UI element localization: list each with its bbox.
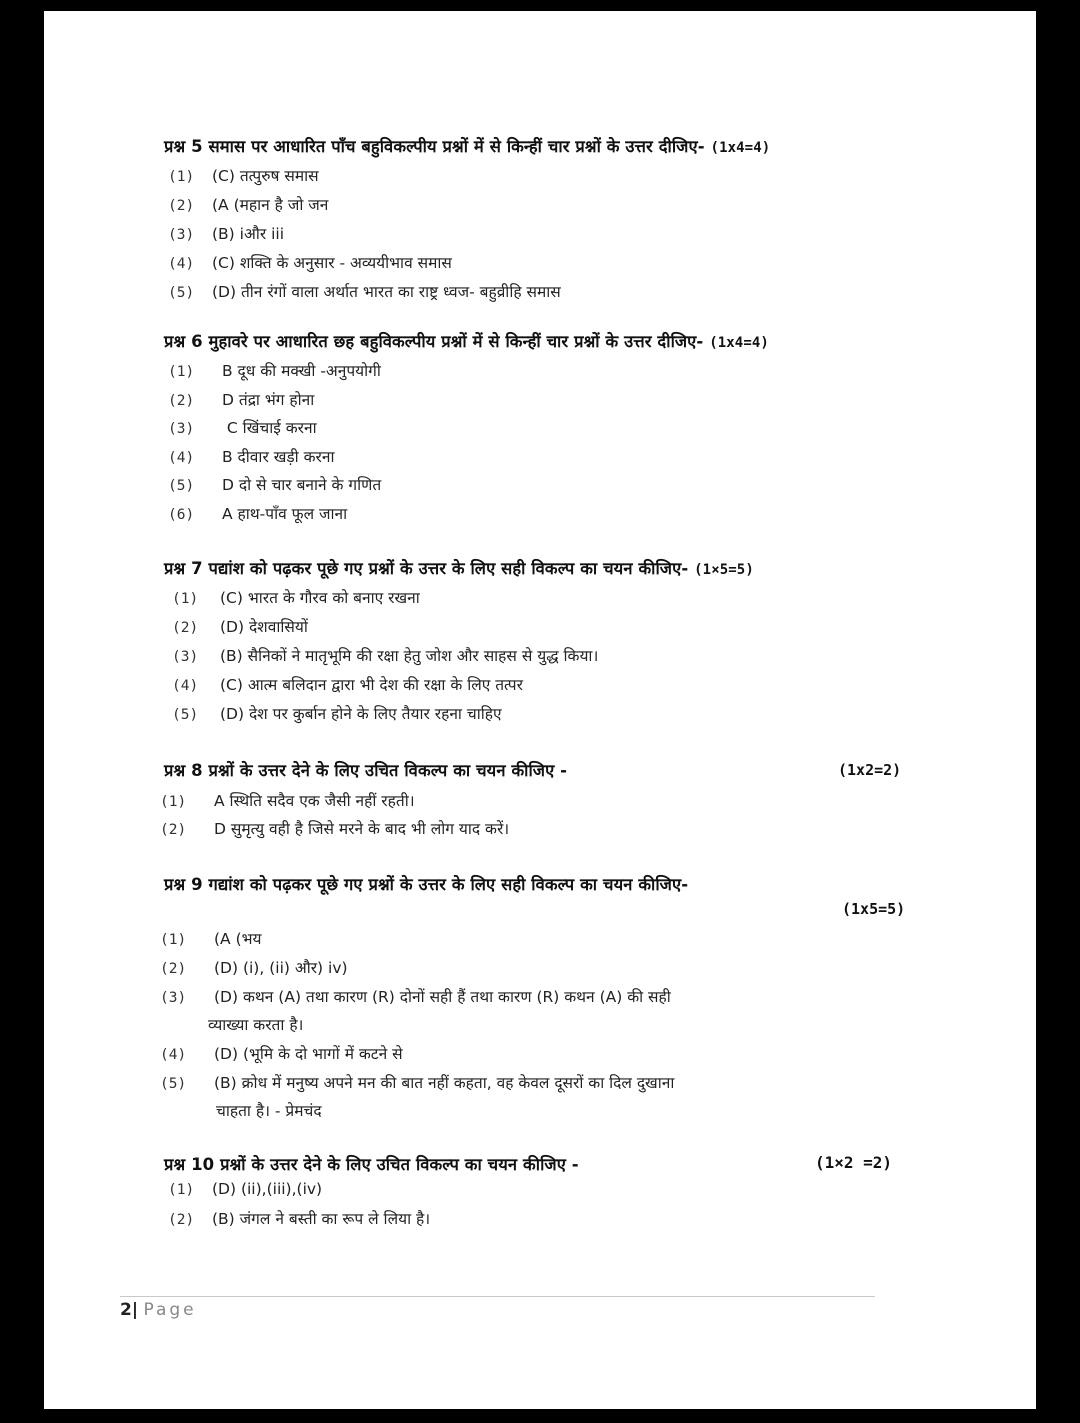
q7-answer-2: (2) (D) देशवासियों (172, 618, 308, 636)
q5-answer-1: (1) (C) तत्पुरुष समास (168, 167, 319, 185)
q9-answer-4: (4) (D) (भूमि के दो भागों में कटने से (160, 1045, 403, 1063)
question-7-text: प्रश्न 7 पद्यांश को पढ़कर पूछे गए प्रश्नों के उत्तर के लिए सही विकल्प का चयन कीजिए- (164, 559, 689, 578)
question-9-text: प्रश्न 9 गद्यांश को पढ़कर पूछे गए प्रश्नों के उत्तर के लिए सही विकल्प का चयन कीजिए- (164, 875, 689, 894)
q5-answer-3: (3) (B) iऔर iii (168, 225, 285, 243)
q9-answer-3-continuation: व्याख्या करता है। (208, 1016, 304, 1034)
question-9-heading (164, 872, 688, 895)
question-6-text: प्रश्न 6 मुहावरे पर आधारित छह बहुविकल्पीय प्रश्नों में से किन्हीं चार प्रश्नों के उत्तर दीजिए- (164, 332, 704, 351)
q6-answer-1: (1) B दूध की मक्खी -अनुपयोगी (168, 362, 381, 380)
question-9-marks: (1x5=5) (842, 900, 906, 918)
question-8-marks: (1x2=2) (838, 761, 902, 779)
q7-answer-5: (5) (D) देश पर कुर्बान होने के लिए तैयार रहना चाहिए (172, 705, 502, 723)
question-10-marks: (1×2 =2) (815, 1153, 893, 1172)
q6-answer-6: (6) A हाथ-पाँव फूल जाना (168, 505, 348, 523)
question-6-marks: (1x4=4) (709, 335, 769, 351)
q5-answer-5: (5) (D) तीन रंगों वाला अर्थात भारत का राष्ट्र ध्वज- बहुव्रीहि समास (168, 283, 561, 301)
q6-answer-2: (2) D तंद्रा भंग होना (168, 391, 315, 409)
q6-answer-5: (5) D दो से चार बनाने के गणित (168, 476, 382, 494)
q10-answer-2: (2) (B) जंगल ने बस्ती का रूप ले लिया है। (168, 1210, 431, 1228)
q10-answer-1: (1) (D) (ii),(iii),(iv) (168, 1180, 323, 1198)
q8-answer-2: (2) D सुमृत्यु वही है जिसे मरने के बाद भी लोग याद करें। (160, 820, 510, 838)
q9-answer-2: (2) (D) (i), (ii) और) iv) (160, 959, 348, 977)
q7-answer-4: (4) (C) आत्म बलिदान द्वारा भी देश की रक्षा के लिए तत्पर (172, 676, 523, 694)
question-6-heading (164, 329, 769, 352)
q9-answer-3: (3) (D) कथन (A) तथा कारण (R) दोनों सही हैं तथा कारण (R) कथन (A) की सही (160, 988, 671, 1006)
q7-answer-3: (3) (B) सैनिकों ने मातृभूमि की रक्षा हेतु जोश और साहस से युद्ध किया। (172, 647, 599, 665)
footer-separator: | (131, 1300, 139, 1320)
q9-answer-1: (1) (A (भय (160, 930, 262, 948)
page-footer (120, 1300, 197, 1320)
question-5-text: प्रश्न 5 समास पर आधारित पाँच बहुविकल्पीय प्रश्नों में से किन्हीं चार प्रश्नों के उत्तर दीजिए- (164, 137, 705, 156)
q5-answer-2: (2) (A (महान है जो जन (168, 196, 329, 214)
q7-answer-1: (1) (C) भारत के गौरव को बनाए रखना (172, 589, 420, 607)
question-10-heading (164, 1152, 579, 1175)
question-5-marks: (1x4=4) (710, 140, 771, 156)
page-number: 2 (120, 1300, 132, 1320)
page-label: Page (143, 1300, 197, 1320)
q6-answer-4: (4) B दीवार खड़ी करना (168, 448, 335, 466)
q5-answer-4: (4) (C) शक्ति के अनुसार - अव्ययीभाव समास (168, 254, 452, 272)
q9-answer-5: (5) (B) क्रोध में मनुष्य अपने मन की बात नहीं कहता, वह केवल दूसरों का दिल दुखाना (160, 1074, 675, 1092)
q6-answer-3: (3) C खिंचाई करना (168, 419, 317, 437)
question-8-heading (164, 758, 567, 781)
footer-divider (120, 1296, 875, 1297)
q8-answer-1: (1) A स्थिति सदैव एक जैसी नहीं रहती। (160, 792, 415, 810)
question-5-heading (164, 134, 770, 157)
question-10-text: प्रश्न 10 प्रश्नों के उत्तर देने के लिए उचित विकल्प का चयन कीजिए - (164, 1155, 579, 1174)
question-8-text: प्रश्न 8 प्रश्नों के उत्तर देने के लिए उचित विकल्प का चयन कीजिए - (164, 761, 568, 780)
question-7-heading (164, 556, 754, 579)
question-7-marks: (1×5=5) (694, 562, 754, 578)
q9-answer-5-continuation: चाहता है। - प्रेमचंद (216, 1102, 322, 1120)
